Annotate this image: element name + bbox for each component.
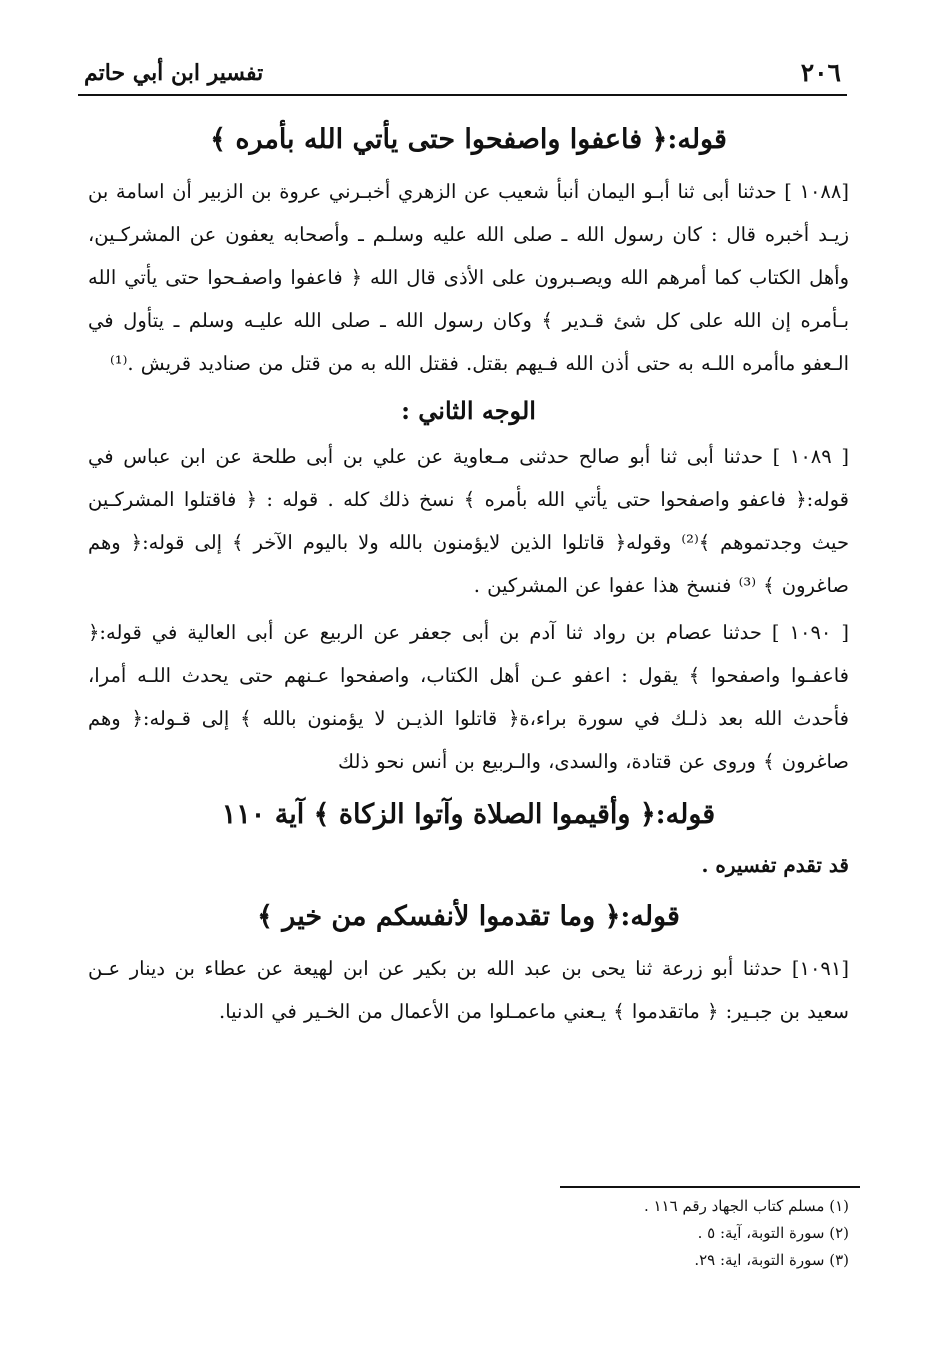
page-body [88, 108, 849, 1037]
narration-1089: [ ١٠٨٩ ] حدثنا أبى ثنا أبو صالح حدثنى مـعاوية عن علي بن أبى طلحة عن ابن عباس في قوله:﴿ فاعفو واصفحوا حتى يأتي الله بأمره ﴾ نسخ ذلك كله . قوله : ﴿ فاقتلوا المشركـين حيث وجدتموهم ﴾⁽²⁾ وقوله﴿ قاتلوا الذين لايؤمنون بالله ولا باليوم الآخر ﴾ إلى قوله:﴿ وهم صاغرون ﴾ ⁽³⁾ فنسخ هذا عفوا عن المشركين . [88, 445, 849, 597]
footnote-2: (٢) سورة التوبة، آية: ٥ . [697, 1224, 849, 1242]
footnote-separator [560, 1186, 860, 1188]
verse-heading-forgive: قوله:﴿ فاعفوا واصفحوا حتى يأتي الله بأمره ﴾ [210, 124, 727, 155]
narration-1088: [١٠٨٨ ] حدثنا أبى ثنا أبـو اليمان أنبأ شعيب عن الزهري أخبـرني عروة بن الزبير أن اسامة بن زيـد أخبره قال : كان رسول الله ـ صلى الله عليه وسلـم ـ وأصحابه يعفون عن المشركـين، وأهل الكتاب كما أمرهم الله ويصـبرون على الأذى قال الله ﴿ فاعفوا واصفـحوا حتى يأتي الله بـأمره إن الله على كل شئ قـدير ﴾ وكان رسول الله ـ صلى الله عليـه وسلم ـ يتأول في الـعفو ماأمره اللـه به حتى أذن الله فـيهم بقتل. فقتل الله به من قتل من صناديد قريش .⁽¹⁾ [88, 180, 849, 375]
second-aspect-heading: الوجه الثاني : [401, 396, 536, 425]
verse-heading-good-deeds: قوله:﴿ وما تقدموا لأنفسكم من خير ﴾ [257, 901, 680, 932]
page-number: ٢٠٦ [800, 58, 841, 87]
narration-1090: [ ١٠٩٠ ] حدثنا عصام بن رواد ثنا آدم بن أبى جعفر عن الربيع عن أبى العالية في قوله:﴿ فاعفـوا واصفحوا ﴾ يقول : اعفو عـن أهل الكتاب، واصفحوا عـنهم حتى يحدث اللـه أمرا، فأحدث الله بعد ذلـك في سورة براء،ة﴿ قاتلوا الذيـن لا يؤمنون بالله ﴾ إلى قـوله:﴿ وهم صاغرون ﴾ وروى عن قتادة، والسدى، والـربيع بن أنس نحو ذلك [88, 621, 849, 773]
book-title: تفسير ابن أبي حاتم [84, 60, 264, 86]
footnote-1: (١) مسلم كتاب الجهاد رقم ١١٦ . [643, 1197, 849, 1215]
running-header [78, 54, 847, 96]
narration-1091: [١٠٩١] حدثنا أبو زرعة ثنا يحى بن عبد الله بن بكير عن ابن لهيعة عن عطاء بن دينار عـن سعيد بن جبـير: ﴿ ماتقدموا ﴾ يـعني ماعمـلوا من الأعمال من الخـير في الدنيا. [88, 957, 849, 1023]
footnotes [88, 1193, 849, 1274]
footnote-3: (٣) سورة التوبة، اية: ٢٩. [694, 1251, 849, 1269]
already-explained-note: قد تقدم تفسيره . [701, 853, 849, 877]
verse-heading-prayer: قوله:﴿ وأقيموا الصلاة وآتوا الزكاة ﴾ آية ١١٠ [221, 799, 716, 830]
